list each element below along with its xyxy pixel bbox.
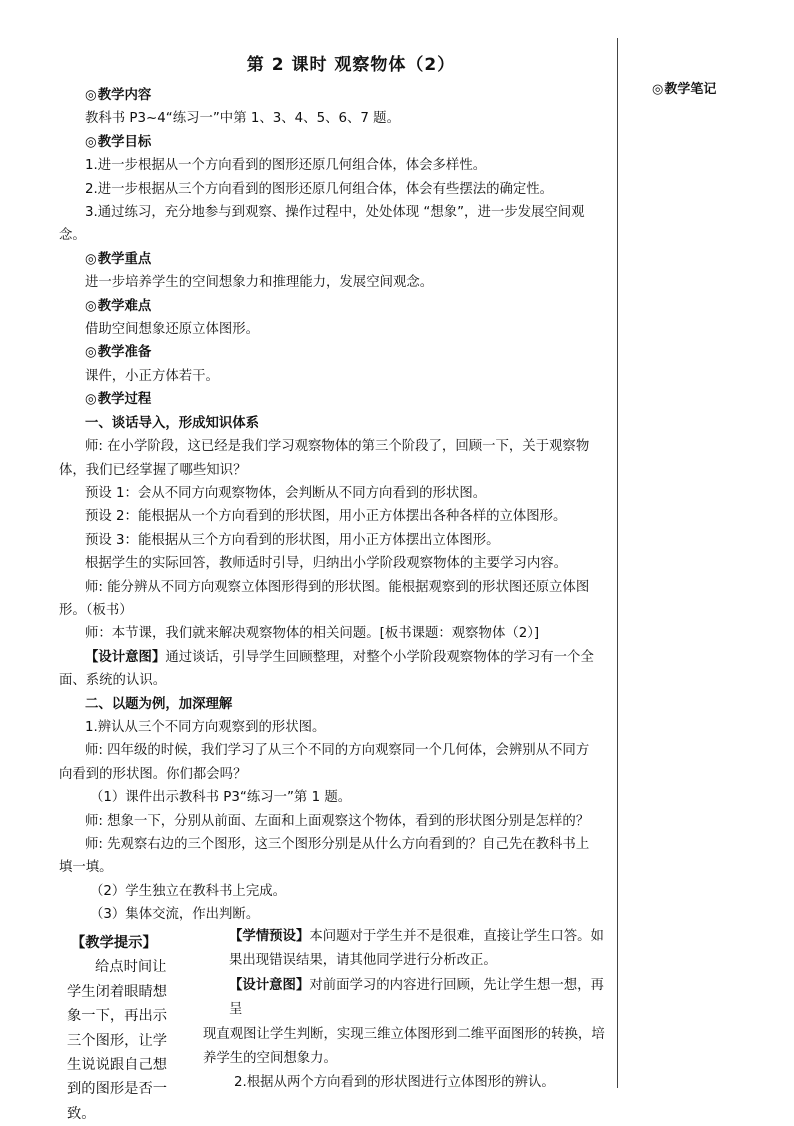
paragraph: 根据学生的实际回答，教师适时引导，归纳出小学阶段观察物体的主要学习内容。 bbox=[85, 556, 568, 572]
key-text: 进一步培养学生的空间想象力和推理能力，发展空间观念。 bbox=[85, 275, 434, 291]
circle-marker-icon: ◎ bbox=[652, 82, 664, 97]
paragraph: 师: 在小学阶段，这已经是我们学习观察物体的第三个阶段了，回顾一下，关于观察物 bbox=[85, 439, 590, 455]
question-2: 2.根据从两个方向看到的形状图进行立体图形的辨认。 bbox=[234, 1075, 555, 1091]
goal-3: 3.通过练习，充分地参与到观察、操作过程中，处处体现 “想象”，进一步发展空间观 bbox=[85, 205, 585, 221]
paragraph: 形。（板书） bbox=[59, 602, 133, 618]
goal-3-cont: 念。 bbox=[59, 228, 86, 244]
section-heading-goals: ◎教学目标 bbox=[85, 134, 152, 150]
student-preset-tag: 【学情预设】 bbox=[229, 929, 310, 944]
paragraph: 师: 能分辨从不同方向观察立体图形得到的形状图。能根据观察到的形状图还原立体图 bbox=[85, 579, 590, 595]
design-intent-tag: 【设计意图】 bbox=[229, 977, 310, 993]
lower-notes bbox=[203, 925, 613, 1096]
design-intent: 【设计意图】通过谈话，引导学生回顾整理，对整个小学阶段观察物体的学习有一个全 bbox=[85, 649, 594, 665]
paragraph: 填一填。 bbox=[59, 860, 113, 876]
circle-marker-icon: ◎ bbox=[85, 88, 97, 103]
preset-2: 预设 2：能根据从一个方向看到的形状图，用小正方体摆出各种各样的立体图形。 bbox=[85, 509, 567, 525]
paragraph: 师: 想象一下，分别从前面、左面和上面观察这个物体，看到的形状图分别是怎样的？ bbox=[85, 813, 590, 829]
question-1: 1.辨认从三个不同方向观察到的形状图。 bbox=[85, 719, 326, 735]
paragraph: 现直观图让学生判断，实现三维立体图形到二维平面图形的转换，培 bbox=[203, 1026, 605, 1042]
goal-2: 2.进一步根据从三个方向看到的图形还原几何组合体，体会有些摆法的确定性。 bbox=[85, 181, 554, 197]
teaching-tip-line: 生说说跟自己想 bbox=[67, 1057, 168, 1074]
part-1-heading: 一、谈话导入，形成知识体系 bbox=[85, 415, 260, 431]
paragraph: 师: 四年级的时候，我们学习了从三个不同的方向观察同一个几何体，会辨别从不同方 bbox=[85, 743, 590, 759]
preset-1: 预设 1：会从不同方向观察物体，会判断从不同方向看到的形状图。 bbox=[85, 485, 487, 501]
step-3: （3）集体交流，作出判断。 bbox=[90, 907, 260, 923]
section-heading-key: ◎教学重点 bbox=[85, 251, 152, 267]
paragraph: 师: 先观察右边的三个图形，这三个图形分别是从什么方向看到的？自己先在教科书上 bbox=[85, 837, 590, 852]
paragraph: 面、系统的认识。 bbox=[59, 673, 167, 689]
circle-marker-icon: ◎ bbox=[85, 251, 97, 267]
part-2-heading: 二、以题为例，加深理解 bbox=[85, 696, 233, 712]
teaching-tip-box bbox=[59, 931, 173, 1126]
teaching-tip-line: 到的图形是否一 bbox=[67, 1081, 168, 1098]
preset-3: 预设 3：能根据从三个方向看到的形状图，用小正方体摆出立体图形。 bbox=[85, 532, 500, 548]
teaching-tip-heading: 【教学提示】 bbox=[71, 935, 157, 951]
teaching-tip-line: 致。 bbox=[67, 1105, 96, 1122]
section-heading-process: ◎教学过程 bbox=[85, 392, 152, 408]
preparation-text: 课件，小正方体若干。 bbox=[85, 368, 219, 384]
column-divider bbox=[617, 38, 618, 1088]
paragraph: 师：本节课，我们就来解决观察物体的相关问题。[板书课题：观察物体（2）] bbox=[85, 626, 540, 642]
step-2: （2）学生独立在教科书上完成。 bbox=[90, 883, 286, 899]
design-intent: 【设计意图】对前面学习的内容进行回顾，先让学生想一想，再呈 bbox=[229, 977, 604, 1018]
section-heading-difficulty: ◎教学难点 bbox=[85, 298, 152, 314]
paragraph: 果出现错误结果，请其他同学进行分析改正。 bbox=[229, 953, 497, 969]
page-title: 第 2 课时 观察物体（2） bbox=[246, 55, 456, 75]
design-intent-tag: 【设计意图】 bbox=[85, 649, 166, 665]
difficulty-text: 借助空间想象还原立体图形。 bbox=[85, 322, 260, 338]
step-1: （1）课件出示教科书 P3“练习一”第 1 题。 bbox=[90, 790, 352, 806]
circle-marker-icon: ◎ bbox=[85, 345, 97, 361]
circle-marker-icon: ◎ bbox=[85, 134, 97, 150]
section-heading-preparation: ◎教学准备 bbox=[85, 345, 152, 361]
lesson-plan-body bbox=[59, 84, 611, 927]
paragraph: 体，我们已经掌握了哪些知识？ bbox=[59, 462, 247, 478]
section-heading-content: ◎教学内容 bbox=[85, 88, 152, 103]
circle-marker-icon: ◎ bbox=[85, 298, 97, 314]
margin-note-header: ◎教学笔记 bbox=[652, 82, 717, 97]
circle-marker-icon: ◎ bbox=[85, 392, 97, 408]
teaching-tip-line: 学生闭着眼睛想 bbox=[67, 983, 168, 1000]
paragraph: 养学生的空间想象力。 bbox=[203, 1051, 337, 1067]
content-text: 教科书 P3~4“练习一”中第 1、3、4、5、6、7 题。 bbox=[85, 111, 400, 127]
teaching-tip-line: 三个图形，让学 bbox=[67, 1032, 168, 1049]
student-preset: 【学情预设】本问题对于学生并不是很难，直接让学生口答。如 bbox=[229, 929, 604, 944]
goal-1: 1.进一步根据从一个方向看到的图形还原几何组合体，体会多样性。 bbox=[85, 158, 487, 174]
teaching-tip-line: 给点时间让 bbox=[95, 959, 167, 976]
paragraph: 向看到的形状图。你们都会吗？ bbox=[59, 766, 247, 782]
teaching-tip-line: 象一下，再出示 bbox=[67, 1008, 168, 1025]
